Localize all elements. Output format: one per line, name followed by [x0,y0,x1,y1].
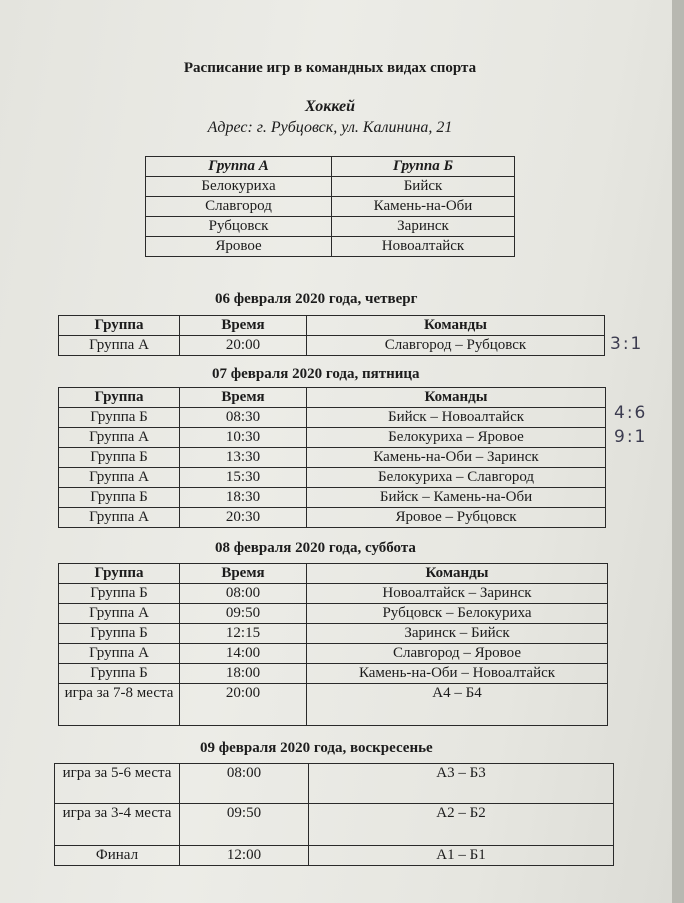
table-header-row [59,316,605,336]
game-group: Группа Б [59,584,180,604]
table-header-row [59,564,608,584]
table-row [146,237,515,257]
game-teams: Камень-на-Оби – Новоалтайск [307,664,608,684]
game-teams: А1 – Б1 [309,846,614,866]
game-teams: А4 – Б4 [307,684,608,726]
table-row [59,684,608,726]
game-group: Группа Б [59,664,180,684]
game-time: 08:30 [180,408,307,428]
game-time: 18:00 [180,664,307,684]
game-time: 20:30 [180,508,307,528]
game-time: 12:15 [180,624,307,644]
game-group: Группа А [59,468,180,488]
game-time: 08:00 [180,764,309,804]
game-teams: А3 – Б3 [309,764,614,804]
table-row [59,428,606,448]
table-row [146,217,515,237]
handwritten-score: 4:6 [614,403,648,423]
table-row [59,664,608,684]
group-a-team: Славгород [146,197,332,217]
game-time: 20:00 [180,684,307,726]
table-header-row [146,157,515,177]
day-heading: 09 февраля 2020 года, воскресенье [200,740,433,756]
game-teams: Бийск – Камень-на-Оби [307,488,606,508]
group-a-team: Яровое [146,237,332,257]
game-group: Группа А [59,604,180,624]
game-teams: Рубцовск – Белокуриха [307,604,608,624]
game-teams: Новоалтайск – Заринск [307,584,608,604]
table-row [146,177,515,197]
table-row [59,584,608,604]
handwritten-score: 9:1 [614,427,648,447]
teams-column-header: Команды [307,316,605,336]
group-column-header: Группа [59,316,180,336]
teams-column-header: Команды [307,388,606,408]
table-row [55,846,614,866]
day-heading: 06 февраля 2020 года, четверг [215,291,418,307]
schedule-table [54,763,614,866]
game-time: 10:30 [180,428,307,448]
game-teams: А2 – Б2 [309,804,614,846]
game-time: 12:00 [180,846,309,866]
group-b-team: Бийск [332,177,515,197]
group-b-header: Группа Б [332,157,515,177]
group-column-header: Группа [59,564,180,584]
game-teams: Белокуриха – Яровое [307,428,606,448]
group-b-team: Камень-на-Оби [332,197,515,217]
group-a-header: Группа А [146,157,332,177]
game-time: 14:00 [180,644,307,664]
table-header-row [59,388,606,408]
game-time: 20:00 [180,336,307,356]
group-b-team: Заринск [332,217,515,237]
game-teams: Бийск – Новоалтайск [307,408,606,428]
game-time: 09:50 [180,604,307,624]
time-column-header: Время [180,564,307,584]
teams-column-header: Команды [307,564,608,584]
game-group: Группа А [59,428,180,448]
paper-edge [672,0,684,903]
game-group: Финал [55,846,180,866]
group-a-team: Белокуриха [146,177,332,197]
time-column-header: Время [180,388,307,408]
group-a-team: Рубцовск [146,217,332,237]
game-teams: Белокуриха – Славгород [307,468,606,488]
group-column-header: Группа [59,388,180,408]
game-group: Группа Б [59,624,180,644]
game-group: Группа А [59,508,180,528]
game-group: Группа Б [59,448,180,468]
game-time: 18:30 [180,488,307,508]
game-group: игра за 3-4 места [55,804,180,846]
handwritten-score: 3:1 [610,334,644,354]
game-group: Группа А [59,336,180,356]
game-group: игра за 5-6 места [55,764,180,804]
table-row [146,197,515,217]
table-row [59,624,608,644]
game-teams: Камень-на-Оби – Заринск [307,448,606,468]
day-heading: 07 февраля 2020 года, пятница [212,366,420,382]
game-group: игра за 7-8 места [59,684,180,726]
time-column-header: Время [180,316,307,336]
table-row [59,408,606,428]
table-row [59,468,606,488]
game-group: Группа Б [59,488,180,508]
table-row [59,448,606,468]
groups-table [145,156,515,257]
schedule-table [58,563,608,726]
game-teams: Славгород – Яровое [307,644,608,664]
table-row [59,336,605,356]
game-group: Группа А [59,644,180,664]
page-title: Расписание игр в командных видах спорта [183,60,477,76]
table-row [59,508,606,528]
game-teams: Заринск – Бийск [307,624,608,644]
schedule-table [58,387,606,528]
table-row [55,764,614,804]
group-b-team: Новоалтайск [332,237,515,257]
game-teams: Яровое – Рубцовск [307,508,606,528]
table-row [59,488,606,508]
game-time: 08:00 [180,584,307,604]
table-row [59,644,608,664]
table-row [59,604,608,624]
game-time: 15:30 [180,468,307,488]
sport-name: Хоккей [304,98,356,115]
day-heading: 08 февраля 2020 года, суббота [215,540,416,556]
table-row [55,804,614,846]
game-group: Группа Б [59,408,180,428]
venue-address: Адрес: г. Рубцовск, ул. Калинина, 21 [207,119,453,136]
game-time: 09:50 [180,804,309,846]
game-teams: Славгород – Рубцовск [307,336,605,356]
game-time: 13:30 [180,448,307,468]
schedule-table [58,315,605,356]
